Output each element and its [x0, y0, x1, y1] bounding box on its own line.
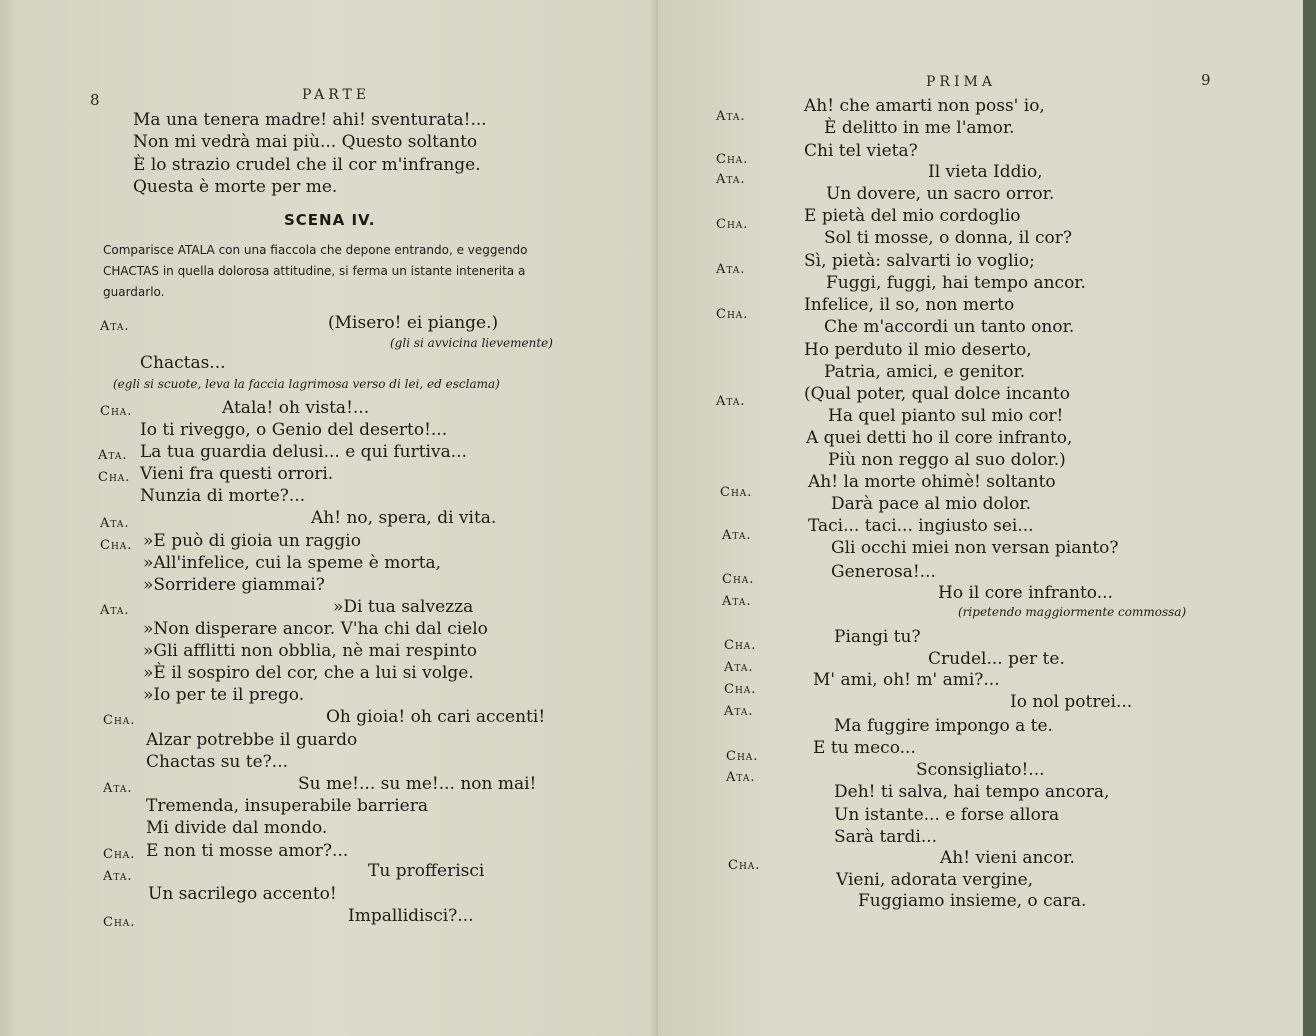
dialogue-line: Fuggiamo insieme, o cara.: [858, 891, 1087, 911]
speaker: Cha.: [720, 485, 753, 500]
speaker: Ata.: [722, 528, 752, 543]
dialogue-line: È delitto in me l'amor.: [824, 118, 1015, 138]
speaker: Ata.: [716, 109, 746, 124]
dialogue-line: Sì, pietà: salvarti io voglio;: [804, 251, 1035, 271]
dialogue-line: Su me!... su me!... non mai!: [298, 774, 537, 794]
dialogue-line: E tu meco...: [813, 738, 916, 758]
dialogue-line: Nunzia di morte?...: [140, 486, 306, 506]
dialogue-line: »Sorridere giammai?: [143, 575, 325, 595]
dialogue-line: Più non reggo al suo dolor.): [828, 450, 1066, 470]
running-head: PARTE: [302, 87, 371, 103]
dialogue-line: Ho il core infranto...: [938, 583, 1113, 603]
scene-title: SCENA IV.: [284, 211, 376, 229]
speaker: Ata.: [724, 704, 754, 719]
dialogue-line: Io ti riveggo, o Genio del deserto!...: [140, 420, 448, 440]
dialogue-line: Vieni fra questi orrori.: [140, 464, 334, 484]
right-page: [658, 0, 1303, 1036]
dialogue-line: Sarà tardi...: [834, 827, 938, 847]
dialogue-line: Vieni, adorata vergine,: [836, 870, 1034, 890]
dialogue-line: Io nol potrei...: [1010, 692, 1133, 712]
stage-note: (gli si avvicina lievemente): [390, 336, 553, 350]
dialogue-line: La tua guardia delusi... e qui furtiva...: [140, 442, 467, 462]
speaker: Cha.: [724, 682, 757, 697]
dialogue-line: Che m'accordi un tanto onor.: [824, 317, 1075, 337]
dialogue-line: Chactas su te?...: [146, 752, 289, 772]
dialogue-line: Darà pace al mio dolor.: [831, 494, 1032, 514]
speaker: Ata.: [716, 394, 746, 409]
speaker: Cha.: [103, 847, 136, 862]
dialogue-line: Sconsigliato!...: [916, 760, 1045, 780]
dialogue-line: Piangi tu?: [834, 627, 921, 647]
dialogue-line: Ho perduto il mio deserto,: [804, 340, 1032, 360]
dialogue-line: (Misero! ei piange.): [328, 313, 499, 333]
speaker: Ata.: [98, 448, 128, 463]
dialogue-line: Generosa!...: [831, 562, 936, 582]
dialogue-line: Chactas...: [140, 353, 226, 373]
stage-direction: Comparisce ATALA con una fiaccola che depone entrando, e veggendo CHACTAS in quella dolorosa attitudine, si ferma un istante intenerita a guardarlo.: [103, 243, 528, 299]
dialogue-line: Sol ti mosse, o donna, il cor?: [824, 228, 1072, 248]
dialogue-line: Tremenda, insuperabile barriera: [146, 796, 428, 816]
speaker: Cha.: [716, 152, 749, 167]
dialogue-line: Un dovere, un sacro orror.: [826, 184, 1055, 204]
speaker: Cha.: [103, 713, 136, 728]
page-number: 9: [1201, 71, 1211, 89]
dialogue-line: A quei detti ho il core infranto,: [806, 428, 1073, 448]
speaker: Cha.: [716, 307, 749, 322]
dialogue-line: Atala! oh vista!...: [222, 398, 370, 418]
dialogue-line: Impallidisci?...: [348, 906, 474, 926]
dialogue-line: Un istante... e forse allora: [834, 805, 1060, 825]
dialogue-line: »Non disperare ancor. V'ha chi dal cielo: [143, 619, 488, 639]
speaker: Cha.: [98, 470, 131, 485]
dialogue-line: Gli occhi miei non versan pianto?: [831, 538, 1119, 558]
verse-line: Non mi vedrà mai più... Questo soltanto: [133, 132, 478, 152]
dialogue-line: (Qual poter, qual dolce incanto: [804, 384, 1070, 404]
verse-line: Questa è morte per me.: [133, 177, 338, 197]
speaker: Ata.: [716, 262, 746, 277]
dialogue-line: Un sacrilego accento!: [148, 884, 337, 904]
speaker: Cha.: [100, 404, 133, 419]
speaker: Ata.: [103, 869, 133, 884]
dialogue-line: Oh gioia! oh cari accenti!: [326, 707, 546, 727]
speaker: Ata.: [716, 172, 746, 187]
speaker: Ata.: [722, 594, 752, 609]
dialogue-line: Ah! no, spera, di vita.: [311, 508, 497, 528]
dialogue-line: E pietà del mio cordoglio: [804, 206, 1021, 226]
speaker: Ata.: [100, 603, 130, 618]
speaker: Ata.: [100, 516, 130, 531]
dialogue-line: »E può di gioia un raggio: [143, 531, 361, 551]
dialogue-line: »È il sospiro del cor, che a lui si volge.: [143, 663, 474, 683]
dialogue-line: Tu profferisci: [368, 861, 485, 881]
speaker: Ata.: [724, 660, 754, 675]
dialogue-line: Infelice, il so, non merto: [804, 295, 1015, 315]
speaker: Cha.: [728, 858, 761, 873]
dialogue-line: Chi tel vieta?: [804, 141, 918, 161]
speaker: Cha.: [716, 217, 749, 232]
verse-line: Ma una tenera madre! ahi! sventurata!...: [133, 110, 487, 130]
dialogue-line: M' ami, oh! m' ami?...: [813, 670, 1000, 690]
dialogue-line: Taci... taci... ingiusto sei...: [808, 516, 1034, 536]
dialogue-line: Ah! che amarti non poss' io,: [804, 96, 1045, 116]
stage-note: (egli si scuote, leva la faccia lagrimosa verso di lei, ed esclama): [113, 377, 500, 391]
dialogue-line: Ah! vieni ancor.: [940, 848, 1075, 868]
dialogue-line: Mi divide dal mondo.: [146, 818, 328, 838]
dialogue-line: Crudel... per te.: [928, 649, 1065, 669]
dialogue-line: Ma fuggire impongo a te.: [834, 716, 1053, 736]
speaker: Ata.: [103, 781, 133, 796]
speaker: Cha.: [726, 749, 759, 764]
speaker: Cha.: [722, 572, 755, 587]
dialogue-line: »Io per te il prego.: [143, 685, 305, 705]
dialogue-line: »Di tua salvezza: [333, 597, 474, 617]
dialogue-line: Fuggi, fuggi, hai tempo ancor.: [826, 273, 1086, 293]
dialogue-line: Ha quel pianto sul mio cor!: [828, 406, 1064, 426]
page-edge: [0, 0, 16, 1036]
dialogue-line: Patria, amici, e genitor.: [824, 362, 1026, 382]
page-number: 8: [90, 91, 100, 109]
speaker: Cha.: [103, 915, 136, 930]
speaker: Cha.: [724, 638, 757, 653]
dialogue-line: E non ti mosse amor?...: [146, 841, 349, 861]
running-head: PRIMA: [926, 74, 996, 90]
dialogue-line: Deh! ti salva, hai tempo ancora,: [834, 782, 1110, 802]
dialogue-line: Ah! la morte ohimè! soltanto: [808, 472, 1056, 492]
dialogue-line: »Gli afflitti non obblia, nè mai respinto: [143, 641, 477, 661]
background-edge: [1303, 0, 1316, 1036]
speaker: Cha.: [100, 538, 133, 553]
dialogue-line: Il vieta Iddio,: [928, 162, 1043, 182]
dialogue-line: »All'infelice, cui la speme è morta,: [143, 553, 442, 573]
dialogue-line: Alzar potrebbe il guardo: [146, 730, 358, 750]
speaker: Ata.: [726, 770, 756, 785]
verse-line: È lo strazio crudel che il cor m'infrange.: [133, 155, 481, 175]
stage-note: (ripetendo maggiormente commossa): [958, 605, 1187, 619]
speaker: Ata.: [100, 319, 130, 334]
